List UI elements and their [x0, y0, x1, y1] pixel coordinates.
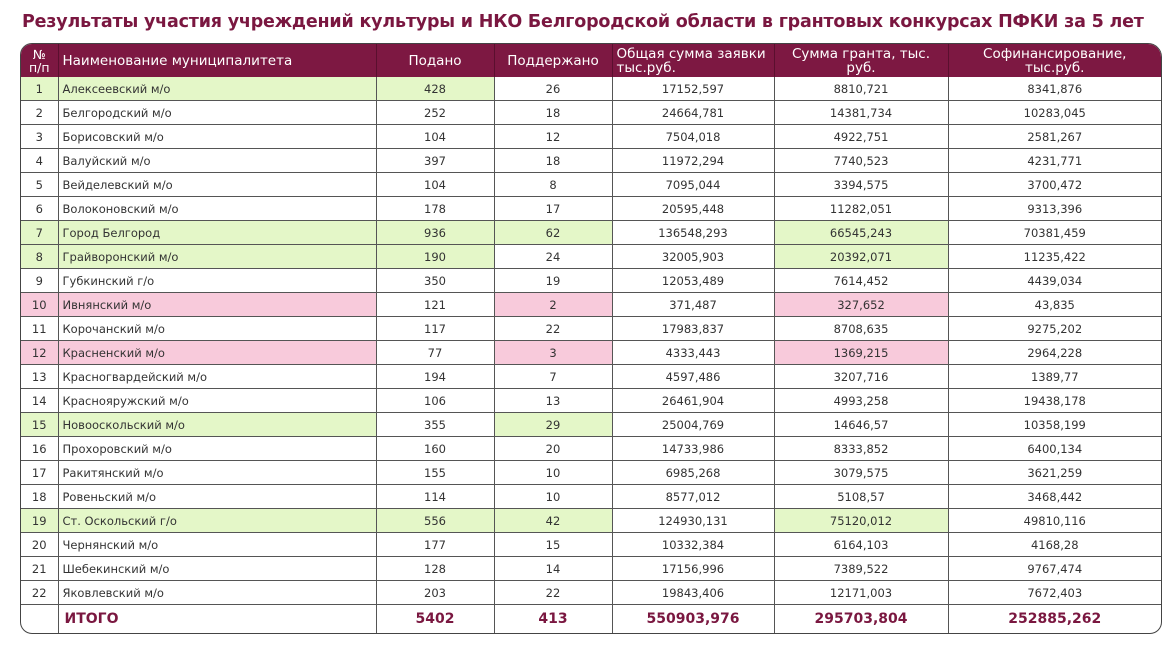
cell-total-sum: 4597,486: [612, 365, 774, 389]
cell-cofinancing: 11235,422: [948, 245, 1161, 269]
header-submitted: Подано: [376, 44, 494, 77]
total-value: 295703,804: [774, 605, 948, 634]
cell-n: 5: [21, 173, 58, 197]
cell-name: Ровеньский м/о: [58, 485, 376, 509]
cell-submitted: 104: [376, 173, 494, 197]
cell-supported: 15: [494, 533, 612, 557]
cell-supported: 3: [494, 341, 612, 365]
cell-name: Вейделевский м/о: [58, 173, 376, 197]
total-row: [21, 605, 1161, 634]
cell-cofinancing: 7672,403: [948, 581, 1161, 605]
cell-n: 1: [21, 77, 58, 101]
cell-total-sum: 12053,489: [612, 269, 774, 293]
cell-supported: 22: [494, 581, 612, 605]
cell-grant-sum: 4922,751: [774, 125, 948, 149]
cell-submitted: 106: [376, 389, 494, 413]
cell-supported: 18: [494, 101, 612, 125]
cell-cofinancing: 9313,396: [948, 197, 1161, 221]
cell-n: 13: [21, 365, 58, 389]
header-number: [21, 44, 58, 77]
cell-cofinancing: 70381,459: [948, 221, 1161, 245]
cell-name: Корочанский м/о: [58, 317, 376, 341]
page-title: Результаты участия учреждений культуры и НКО Белгородской области в грантовых конкурсах ПФКИ за 5 лет: [22, 12, 1144, 32]
cell-n: 6: [21, 197, 58, 221]
cell-submitted: 936: [376, 221, 494, 245]
header-name: Наименование муниципалитета: [58, 44, 376, 77]
cell-name: Грайворонский м/о: [58, 245, 376, 269]
cell-grant-sum: 14381,734: [774, 101, 948, 125]
cell-supported: 8: [494, 173, 612, 197]
cell-grant-sum: 1369,215: [774, 341, 948, 365]
cell-cofinancing: 4168,28: [948, 533, 1161, 557]
cell-n: 14: [21, 389, 58, 413]
cell-supported: 18: [494, 149, 612, 173]
cell-name: Валуйский м/о: [58, 149, 376, 173]
cell-name: Прохоровский м/о: [58, 437, 376, 461]
cell-name: Ст. Оскольский г/о: [58, 509, 376, 533]
cell-n: 21: [21, 557, 58, 581]
cell-submitted: 121: [376, 293, 494, 317]
cell-grant-sum: 7740,523: [774, 149, 948, 173]
cell-n: 15: [21, 413, 58, 437]
cell-name: Чернянский м/о: [58, 533, 376, 557]
cell-total-sum: 136548,293: [612, 221, 774, 245]
cell-grant-sum: 12171,003: [774, 581, 948, 605]
cell-cofinancing: 3700,472: [948, 173, 1161, 197]
grants-table: [21, 44, 1161, 633]
cell-n: 7: [21, 221, 58, 245]
header-number-line1: №: [32, 46, 46, 62]
cell-total-sum: 17156,996: [612, 557, 774, 581]
table-row: [21, 269, 1161, 293]
cell-submitted: 155: [376, 461, 494, 485]
table-row: [21, 365, 1161, 389]
cell-supported: 14: [494, 557, 612, 581]
cell-name: Красненский м/о: [58, 341, 376, 365]
cell-cofinancing: 4439,034: [948, 269, 1161, 293]
table-row: [21, 581, 1161, 605]
table-row: [21, 317, 1161, 341]
cell-grant-sum: 4993,258: [774, 389, 948, 413]
header-cofinancing: Софинансирование, тыс.руб.: [948, 44, 1161, 77]
cell-submitted: 178: [376, 197, 494, 221]
cell-cofinancing: 19438,178: [948, 389, 1161, 413]
cell-n: 18: [21, 485, 58, 509]
cell-total-sum: 7504,018: [612, 125, 774, 149]
table-row: [21, 509, 1161, 533]
cell-grant-sum: 327,652: [774, 293, 948, 317]
cell-n: 9: [21, 269, 58, 293]
table-row: [21, 437, 1161, 461]
cell-name: Город Белгород: [58, 221, 376, 245]
table-row: [21, 557, 1161, 581]
cell-supported: 13: [494, 389, 612, 413]
cell-n: 22: [21, 581, 58, 605]
cell-supported: 12: [494, 125, 612, 149]
table-header-row: [21, 44, 1161, 77]
cell-submitted: 114: [376, 485, 494, 509]
cell-submitted: 104: [376, 125, 494, 149]
cell-supported: 26: [494, 77, 612, 101]
cell-n: 11: [21, 317, 58, 341]
cell-total-sum: 17152,597: [612, 77, 774, 101]
cell-total-sum: 14733,986: [612, 437, 774, 461]
cell-grant-sum: 20392,071: [774, 245, 948, 269]
cell-cofinancing: 1389,77: [948, 365, 1161, 389]
cell-supported: 29: [494, 413, 612, 437]
cell-supported: 17: [494, 197, 612, 221]
cell-name: Волоконовский м/о: [58, 197, 376, 221]
cell-n: 8: [21, 245, 58, 269]
cell-submitted: 428: [376, 77, 494, 101]
cell-cofinancing: 49810,116: [948, 509, 1161, 533]
cell-name: Ивнянский м/о: [58, 293, 376, 317]
header-grant-sum: Сумма гранта, тыс. руб.: [774, 44, 948, 77]
total-label: ИТОГО: [58, 605, 376, 634]
cell-total-sum: 25004,769: [612, 413, 774, 437]
table-row: [21, 413, 1161, 437]
cell-cofinancing: 3468,442: [948, 485, 1161, 509]
cell-supported: 19: [494, 269, 612, 293]
cell-cofinancing: 9275,202: [948, 317, 1161, 341]
total-value: 252885,262: [1008, 611, 1102, 627]
cell-total-sum: 124930,131: [612, 509, 774, 533]
table-row: [21, 101, 1161, 125]
cell-submitted: 177: [376, 533, 494, 557]
cell-n: 2: [21, 101, 58, 125]
cell-total-sum: 17983,837: [612, 317, 774, 341]
table-row: [21, 173, 1161, 197]
cell-name: Шебекинский м/о: [58, 557, 376, 581]
cell-submitted: 194: [376, 365, 494, 389]
cell-cofinancing: 2581,267: [948, 125, 1161, 149]
total-value: 413: [494, 605, 612, 634]
cell-total-sum: 32005,903: [612, 245, 774, 269]
cell-submitted: 252: [376, 101, 494, 125]
table-row: [21, 341, 1161, 365]
cell-grant-sum: 7389,522: [774, 557, 948, 581]
cell-grant-sum: 11282,051: [774, 197, 948, 221]
cell-grant-sum: 6164,103: [774, 533, 948, 557]
cell-cofinancing: 10358,199: [948, 413, 1161, 437]
cell-submitted: 397: [376, 149, 494, 173]
total-empty-cell: [21, 605, 58, 634]
table-row: [21, 293, 1161, 317]
cell-grant-sum: 3207,716: [774, 365, 948, 389]
cell-grant-sum: 66545,243: [774, 221, 948, 245]
cell-name: Краснояружский м/о: [58, 389, 376, 413]
total-value: 550903,976: [612, 605, 774, 634]
cell-grant-sum: 8333,852: [774, 437, 948, 461]
cell-n: 3: [21, 125, 58, 149]
cell-total-sum: 10332,384: [612, 533, 774, 557]
cell-name: Ракитянский м/о: [58, 461, 376, 485]
cell-supported: 10: [494, 485, 612, 509]
cell-name: Губкинский г/о: [58, 269, 376, 293]
table-row: [21, 245, 1161, 269]
cell-cofinancing: 2964,228: [948, 341, 1161, 365]
cell-cofinancing: 43,835: [948, 293, 1161, 317]
cell-supported: 62: [494, 221, 612, 245]
cell-n: 19: [21, 509, 58, 533]
cell-grant-sum: 8708,635: [774, 317, 948, 341]
cell-cofinancing: 3621,259: [948, 461, 1161, 485]
cell-n: 16: [21, 437, 58, 461]
table-row: [21, 221, 1161, 245]
cell-name: Красногвардейский м/о: [58, 365, 376, 389]
cell-cofinancing: 8341,876: [948, 77, 1161, 101]
cell-name: Алексеевский м/о: [58, 77, 376, 101]
table-row: [21, 533, 1161, 557]
cell-cofinancing: 9767,474: [948, 557, 1161, 581]
cell-supported: 10: [494, 461, 612, 485]
cell-submitted: 556: [376, 509, 494, 533]
cell-total-sum: 24664,781: [612, 101, 774, 125]
cell-total-sum: 26461,904: [612, 389, 774, 413]
header-supported: Поддержано: [494, 44, 612, 77]
cell-total-sum: 8577,012: [612, 485, 774, 509]
cell-submitted: 350: [376, 269, 494, 293]
table-row: [21, 149, 1161, 173]
cell-submitted: 160: [376, 437, 494, 461]
cell-name: Яковлевский м/о: [58, 581, 376, 605]
cell-total-sum: 11972,294: [612, 149, 774, 173]
cell-n: 20: [21, 533, 58, 557]
cell-supported: 20: [494, 437, 612, 461]
header-total-sum: Общая сумма заявки тыс.руб.: [612, 44, 774, 77]
cell-supported: 2: [494, 293, 612, 317]
table-row: [21, 125, 1161, 149]
cell-name: Белгородский м/о: [58, 101, 376, 125]
cell-total-sum: 7095,044: [612, 173, 774, 197]
cell-grant-sum: 5108,57: [774, 485, 948, 509]
total-value: 5402: [376, 605, 494, 634]
cell-cofinancing: 10283,045: [948, 101, 1161, 125]
cell-submitted: 355: [376, 413, 494, 437]
cell-cofinancing: 6400,134: [948, 437, 1161, 461]
cell-total-sum: 19843,406: [612, 581, 774, 605]
table-row: [21, 197, 1161, 221]
cell-grant-sum: 75120,012: [774, 509, 948, 533]
cell-grant-sum: 8810,721: [774, 77, 948, 101]
cell-supported: 42: [494, 509, 612, 533]
cell-grant-sum: 3394,575: [774, 173, 948, 197]
table-row: [21, 389, 1161, 413]
cell-supported: 24: [494, 245, 612, 269]
cell-submitted: 77: [376, 341, 494, 365]
cell-cofinancing: 4231,771: [948, 149, 1161, 173]
cell-grant-sum: 7614,452: [774, 269, 948, 293]
cell-total-sum: 6985,268: [612, 461, 774, 485]
cell-total-sum: 4333,443: [612, 341, 774, 365]
header-number-line2: п/п: [28, 59, 50, 75]
cell-supported: 22: [494, 317, 612, 341]
table-row: [21, 485, 1161, 509]
cell-name: Борисовский м/о: [58, 125, 376, 149]
cell-grant-sum: 3079,575: [774, 461, 948, 485]
cell-total-sum: 371,487: [612, 293, 774, 317]
table-row: [21, 461, 1161, 485]
cell-n: 10: [21, 293, 58, 317]
cell-total-sum: 20595,448: [612, 197, 774, 221]
cell-n: 4: [21, 149, 58, 173]
cell-n: 12: [21, 341, 58, 365]
cell-n: 17: [21, 461, 58, 485]
grants-table-container: [20, 43, 1162, 634]
cell-submitted: 190: [376, 245, 494, 269]
cell-submitted: 203: [376, 581, 494, 605]
cell-grant-sum: 14646,57: [774, 413, 948, 437]
cell-supported: 7: [494, 365, 612, 389]
cell-submitted: 128: [376, 557, 494, 581]
cell-name: Новооскольский м/о: [58, 413, 376, 437]
table-row: [21, 77, 1161, 101]
cell-submitted: 117: [376, 317, 494, 341]
